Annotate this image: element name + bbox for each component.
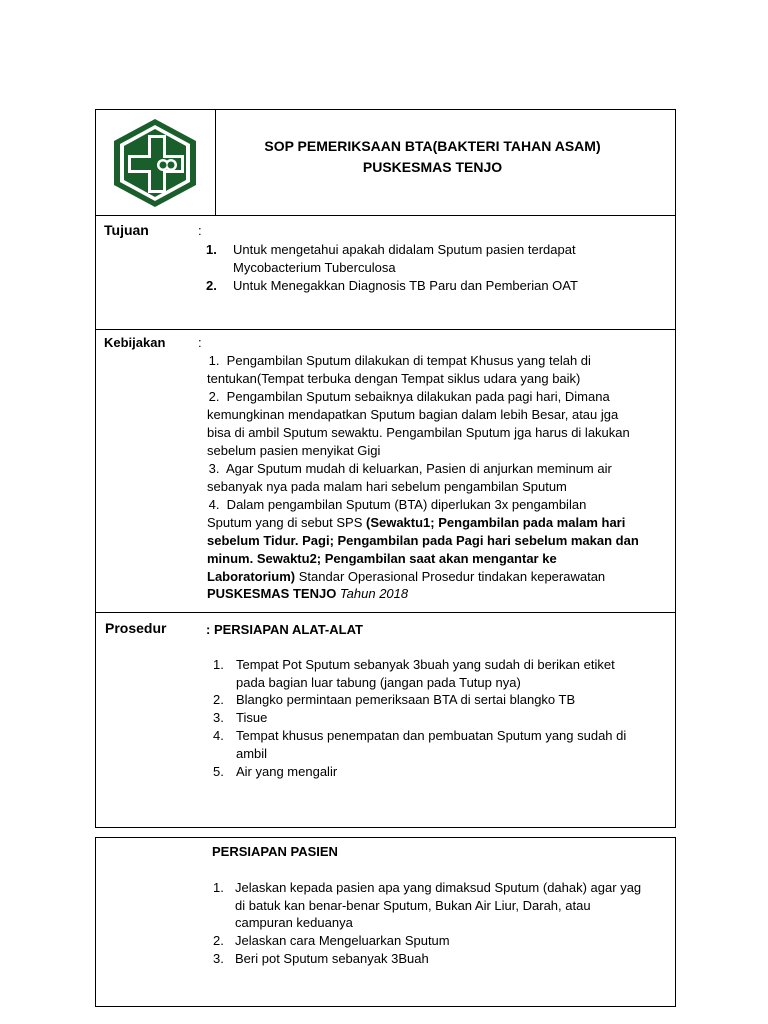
puskesmas-logo <box>111 117 199 209</box>
prosedur-item-3-line1: Tisue <box>236 710 268 725</box>
tujuan-num-1: 1. <box>206 242 217 257</box>
prosedur-item-1-line1: Tempat Pot Sputum sebanyak 3buah yang sudah di berikan etiket <box>236 657 615 672</box>
pasien-item-1-line1: Jelaskan kepada pasien apa yang dimaksud Sputum (dahak) agar yag <box>235 880 642 895</box>
kebijakan-line-11: sebelum Tidur. Pagi; Pengambilan pada Pagi hari sebelum makan dan <box>207 533 639 548</box>
pasien-table <box>95 837 676 1007</box>
pasien-item-1-line2: di batuk kan benar-benar Sputum, Bukan Air Liur, Darah, atau <box>235 898 591 913</box>
tujuan-label: Tujuan <box>104 222 149 238</box>
kebijakan-puskesmas-bold: PUSKESMAS TENJO <box>207 586 337 601</box>
tujuan-item-1-line1: Untuk mengetahui apakah didalam Sputum pasien terdapat <box>233 242 576 257</box>
kebijakan-line-10 <box>207 514 625 532</box>
kebijakan-line-4: kemungkinan mendapatkan Sputum bagian dalam lebih Besar, atau jga <box>207 407 619 422</box>
prosedur-num-4: 4. <box>213 728 224 743</box>
prosedur-item-4-line1: Tempat khusus penempatan dan pembuatan Sputum yang sudah di <box>236 728 627 743</box>
pasien-num-3: 3. <box>213 951 224 966</box>
tujuan-item-1-line2: Mycobacterium Tuberculosa <box>233 260 396 275</box>
pasien-section-title: PERSIAPAN PASIEN <box>212 844 338 859</box>
prosedur-label: Prosedur <box>105 620 167 636</box>
page-title-line2: PUSKESMAS TENJO <box>362 159 503 175</box>
row-divider-tujuan <box>95 329 676 330</box>
pasien-item-1-line3: campuran keduanya <box>235 915 353 930</box>
kebijakan-sps-text: Sputum yang di sebut SPS <box>207 515 366 530</box>
pasien-num-1: 1. <box>213 880 224 895</box>
prosedur-item-5-line1: Air yang mengalir <box>236 764 338 779</box>
tujuan-item-2-line1: Untuk Menegakkan Diagnosis TB Paru dan Pemberian OAT <box>233 278 578 293</box>
prosedur-item-2-line1: Blangko permintaan pemeriksaan BTA di sertai blangko TB <box>236 692 576 707</box>
kebijakan-line-3: 2. Pengambilan Sputum sebaiknya dilakukan pada pagi hari, Dimana <box>205 389 610 404</box>
row-divider-header <box>95 215 676 216</box>
kebijakan-sps-bold: (Sewaktu1; Pengambilan pada malam hari <box>365 515 626 530</box>
kebijakan-line-12: minum. Sewaktu2; Pengambilan saat akan mengantar ke <box>207 551 557 566</box>
kebijakan-label: Kebijakan <box>104 335 166 350</box>
prosedur-num-2: 2. <box>213 692 224 707</box>
puskesmas-cross-icon <box>111 117 199 209</box>
prosedur-num-3: 3. <box>213 710 224 725</box>
prosedur-item-1-line2: pada bagian luar tabung (jangan pada Tutup nya) <box>236 675 521 690</box>
kebijakan-standar-text: Standar Operasional Prosedur tindakan keperawatan <box>295 569 606 584</box>
kebijakan-year-italic: Tahun 2018 <box>336 586 409 601</box>
kebijakan-colon: : <box>198 335 202 350</box>
prosedur-section-title: : PERSIAPAN ALAT-ALAT <box>206 622 363 637</box>
kebijakan-line-8: sebanyak nya pada malam hari sebelum pengambilan Sputum <box>207 479 567 494</box>
page-title-line1: SOP PEMERIKSAAN BTA(BAKTERI TAHAN ASAM) <box>264 138 601 154</box>
pasien-item-2-line1: Jelaskan cara Mengeluarkan Sputum <box>235 933 450 948</box>
prosedur-item-4-line2: ambil <box>236 746 268 761</box>
kebijakan-line-2: tentukan(Tempat terbuka dengan Tempat siklus udara yang baik) <box>207 371 581 386</box>
pasien-num-2: 2. <box>213 933 224 948</box>
kebijakan-line-13 <box>207 568 605 586</box>
kebijakan-line-9: 4. Dalam pengambilan Sputum (BTA) diperlukan 3x pengambilan <box>205 497 587 512</box>
kebijakan-line-6: sebelum pasien menyikat Gigi <box>207 443 381 458</box>
row-divider-kebijakan <box>95 612 676 613</box>
kebijakan-line-5: bisa di ambil Sputum sewaktu. Pengambilan Sputum jga harus di lakukan <box>207 425 630 440</box>
kebijakan-lab-bold: Laboratorium) <box>207 569 296 584</box>
kebijakan-line-1: 1. Pengambilan Sputum dilakukan di tempat Khusus yang telah di <box>205 353 591 368</box>
kebijakan-line-7: 3. Agar Sputum mudah di keluarkan, Pasien di anjurkan meminum air <box>205 461 612 476</box>
prosedur-num-5: 5. <box>213 764 224 779</box>
tujuan-num-2: 2. <box>206 278 217 293</box>
pasien-item-3-line1: Beri pot Sputum sebanyak 3Buah <box>235 951 429 966</box>
prosedur-num-1: 1. <box>213 657 224 672</box>
kebijakan-line-14 <box>207 585 408 603</box>
tujuan-colon: : <box>198 223 202 238</box>
